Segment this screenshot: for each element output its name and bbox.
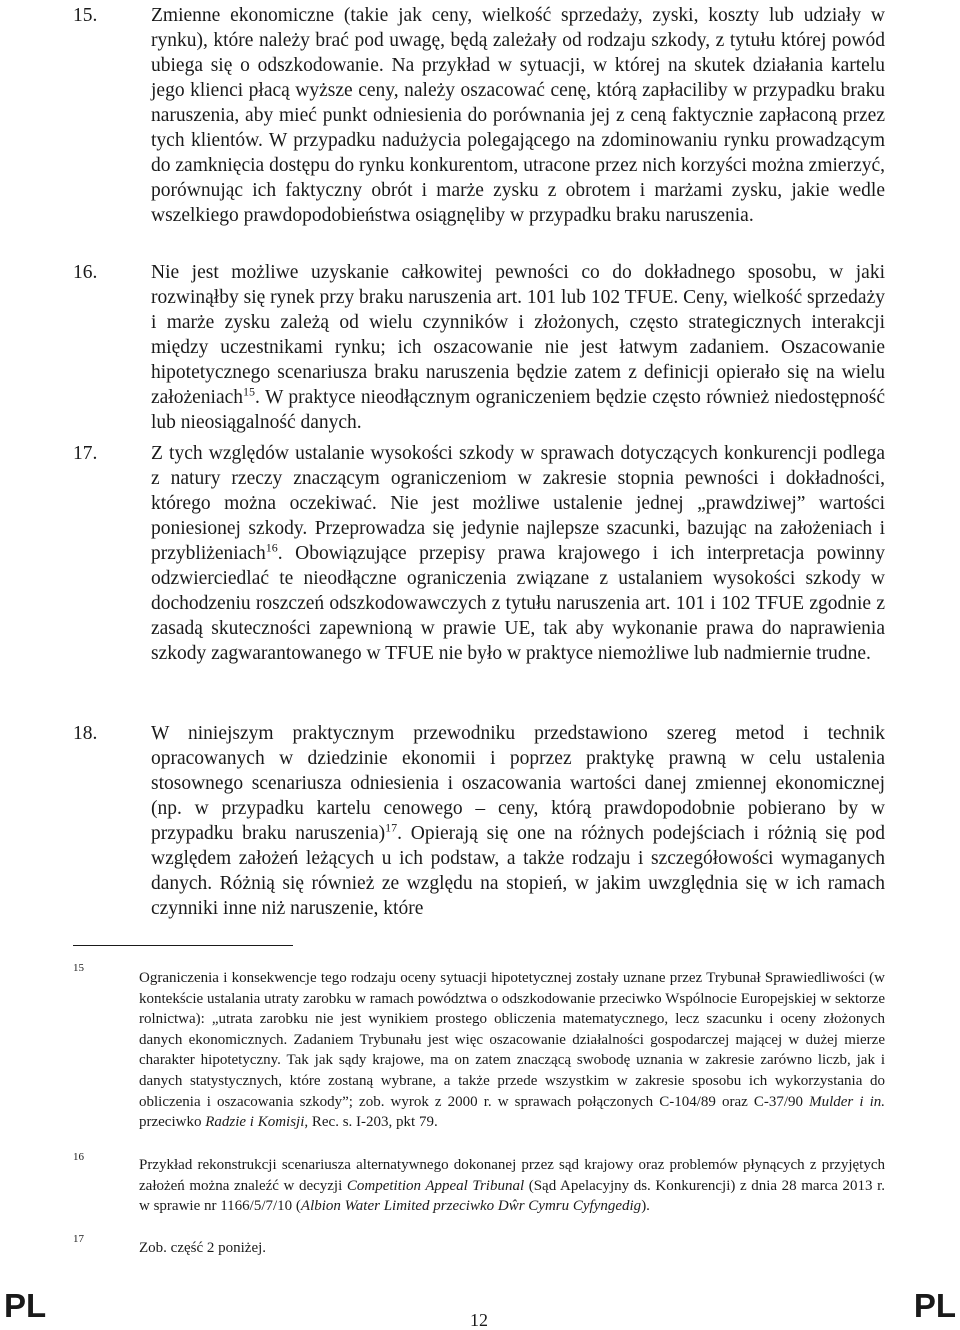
footnote-text: (Sąd Apelacyjny ds. Konkurencji) z dnia 28 marca 2013 r. w sprawie nr 1166/5/7/10 ( [139,1177,885,1215]
footnote-17: Zob. część 2 poniżej. [139,1240,267,1256]
footer-language-left: PL [4,1287,47,1324]
footnote-number: 15 [73,962,84,974]
paragraph-number: 18. [73,723,98,744]
footnote-15 [139,968,885,1133]
footnote-italic-text: Mulder i in. [809,1093,885,1110]
footnote-separator [73,945,293,946]
footnote-number: 17 [73,1233,84,1245]
footnote-reference[interactable]: 15 [243,384,256,399]
footnote-italic-text: Albion Water Limited przeciwko Dŵr Cymru Cyfyngedig [300,1198,642,1215]
footnote-reference[interactable]: 17 [385,820,398,835]
footnote-text: Ograniczenia i konsekwencje tego rodzaju oceny sytuacji hipotetycznej zostały uznane przez Trybunał Sprawiedliwości (w kontekście ustalania utraty zarobku w ramach powództwa o odszkodowanie przeciwko Wspólnocie Europejskiej w sektorze rolnictwa): „utrata zarobku nie jest wynikiem prostego obliczenia matematycznego, lecz szacunku i oceny złożonych danych ekonomicznych. Zadaniem Trybunału jest więc oszacowanie działalności gospodarczej mającej w dużej mierze charakter hipotetyczny. Tak jak sądy krajowe, ma on zatem znaczącą swobodę uznania w zakresie zarówno liczb, jak i danych statystycznych, które zostaną wybrane, a także przede wszystkim w zakresie sposobu ich wykorzystania do obliczenia i oszacowania szkody”; zob. wyrok z 2000 r. w sprawach połączonych C-104/89 oraz C-37/90 [139,970,885,1110]
paragraph-text-part: . Obowiązujące przepisy prawa krajowego i ich interpretacja powinny odzwierciedlać te nieodłączne ograniczenia związane z ustalaniem wysokości szkody w dochodzeniu roszczeń odszkodowawczych z tytułu naruszenia art. 101 i 102 TFUE zgodnie z zasadą skuteczności zapewnioną w prawie UE, tak aby wykonanie prawa do naprawienia szkody zagwarantowanego w TFUE nie było w praktyce niemożliwe lub nadmiernie trudne. [151,543,885,664]
page-number: 12 [470,1310,488,1330]
footnote-italic-text: Competition Appeal Tribunal [346,1177,525,1194]
footer-language-right: PL [913,1287,956,1324]
footnote-16 [139,1155,885,1217]
paragraph-text-part: . Opierają się one na różnych podejściach i różnią się pod względem założeń leżących u ich podstaw, a także rodzaju i szczegółowości wymaganych danych. Różnią się również ze względu na stopień, w jakim uwzględnia się w ich ramach czynniki inne niż naruszenie, które [151,823,885,919]
paragraph-number: 17. [73,443,98,464]
paragraph-text: Zmienne ekonomiczne (takie jak ceny, wielkość sprzedaży, zyski, koszty lub udziały w rynku), które należy brać pod uwagę, będą zależały od rodzaju szkody, z tytułu której powód ubiega się o odszkodowanie. Na przykład w sytuacji, w której na skutek działania kartelu jego klienci płacą wyższe ceny, należy oszacować cenę, którą zapłaciliby w przypadku braku naruszenia, aby mieć punkt odniesienia do porównania jej z ceną faktycznie zapłaconą przez tych klientów. W przypadku nadużycia polegającego na zdominowaniu rynku prowadzącym do zamknięcia dostępu do rynku konkurentom, utracone przez nich korzyści można zmierzyć, porównując ich faktyczny obrót i marże zysku z obrotem i marżami zysku, jakie wedle wszelkiego prawdopodobieństwa osiągnęliby w przypadku braku naruszenia. [151,5,885,226]
paragraph-text-part: . W praktyce nieodłącznym ograniczeniem będzie często również niedostępność lub nieosiągalność danych. [151,387,885,433]
paragraph-number: 15. [73,5,98,26]
footnote-reference[interactable]: 16 [265,540,278,555]
paragraph-number: 16. [73,262,98,283]
footnote-text: Przykład rekonstrukcji scenariusza alternatywnego dokonanej przez sąd krajowy oraz problemów płynących z przyjętych założeń można znaleźć w decyzji [139,1157,885,1194]
paragraph-text-part: Z tych względów ustalanie wysokości szkody w sprawach dotyczących konkurencji podlega z natury rzeczy znaczącym ograniczeniom w zakresie stopnia pewności i dokładności, którego można oczekiwać. Nie jest możliwe ustalenie jednej „prawdziwej” wartości poniesionej szkody. Przeprowadza się jedynie najlepsze szacunki, bazując na założeniach i przybliżeniach [151,443,885,564]
footnote-text: przeciwko [139,1114,206,1131]
paragraph-text-part: W niniejszym praktycznym przewodniku przedstawiono szereg metod i technik opracowanych w dziedzinie ekonomii i poprzez praktykę prawną w celu ustalenia stosownego scenariusza odniesienia i oszacowania wartości danej zmiennej ekonomicznej (np. w przypadku kartelu cenowego – ceny, którą prawdopodobnie pobierano by w przypadku braku naruszenia) [151,723,885,844]
footnote-number: 16 [73,1151,84,1163]
footnote-italic-text: Radzie i Komisji [205,1114,305,1131]
paragraph-text-part: Nie jest możliwe uzyskanie całkowitej pewności co do dokładnego sposobu, w jaki rozwinąłby się rynek przy braku naruszenia art. 101 lub 102 TFUE. Ceny, wielkość sprzedaży i marże zysku zależą od wielu czynników i złożonych, często strategicznych interakcji między uczestnikami rynku; ich oszacowanie nie jest łatwym zadaniem. Oszacowanie hipotetycznego scenariusza braku naruszenia będzie zatem z definicji opierało się na wielu założeniach [151,262,885,408]
footnote-text: , Rec. s. I-203, pkt 79. [304,1114,438,1131]
paragraph-text [151,260,885,435]
paragraph-text [151,441,885,666]
footnote-text: ). [641,1198,650,1215]
paragraph-text [151,721,885,921]
